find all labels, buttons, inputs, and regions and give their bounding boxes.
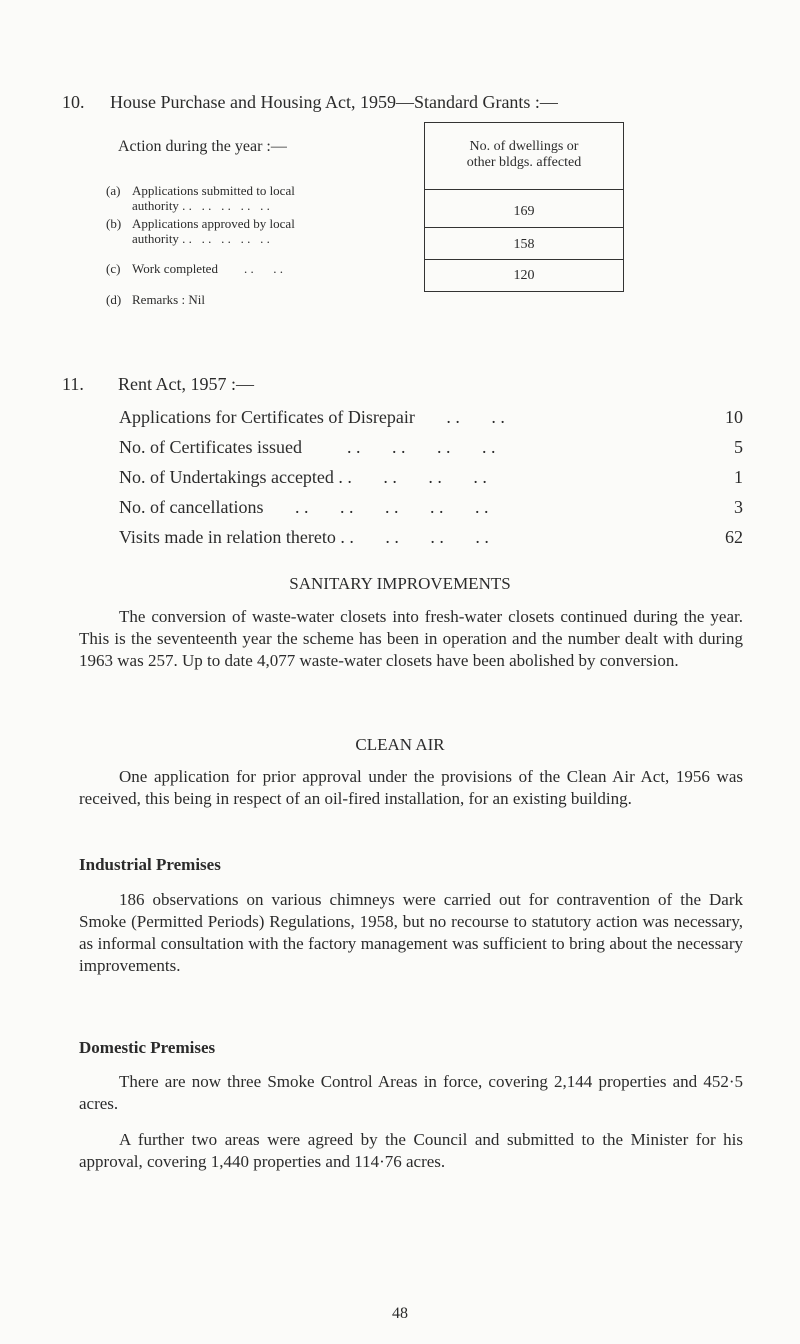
section-11-number: 11. — [62, 374, 84, 394]
item-d-label: (d) — [106, 292, 122, 307]
item-c — [106, 261, 283, 276]
table-rule-1 — [425, 189, 623, 190]
table-value-c: 120 — [513, 268, 535, 283]
item-d — [106, 292, 205, 307]
table-rule-2 — [425, 227, 623, 228]
item-c-text: Work completed . . . . — [132, 261, 283, 276]
rent-row-label: Visits made in relation thereto . . . . . . . . — [119, 527, 489, 547]
section-11-title: Rent Act, 1957 :— — [118, 374, 254, 394]
section-10-title: House Purchase and Housing Act, 1959—Standard Grants :— — [110, 92, 558, 112]
section-11-heading — [62, 374, 254, 395]
item-b-line2: authority . . . . . . . . . . — [132, 231, 270, 246]
section-10-number: 10. — [62, 92, 85, 112]
table-rule-3 — [425, 259, 623, 260]
clean-air-heading: CLEAN AIR — [355, 735, 445, 754]
industrial-heading: Industrial Premises — [79, 855, 221, 874]
table-header-line2: other bldgs. affected — [466, 155, 582, 170]
sanitary-paragraph: The conversion of waste-water closets into fresh-water closets continued during the year. This is the seventeenth year the scheme has been in operation and the number dealt with during 1963 was 257. Up to date 4,077 waste-water closets have been abolished by conversion. — [79, 607, 743, 670]
dwellings-table — [424, 122, 624, 292]
table-header — [425, 139, 623, 171]
industrial-paragraph: 186 observations on various chimneys were carried out for contravention of the Dark Smoke (Permitted Periods) Regulations, 1958, but no recourse to statutory action was necessary, as informal consultation with the factory management was sufficient to bring about the necessary improvements. — [79, 890, 743, 975]
rent-row-value: 10 — [725, 407, 743, 427]
item-a — [106, 183, 295, 213]
item-b — [106, 216, 295, 246]
action-title: Action during the year :— — [118, 138, 287, 155]
section-10-heading — [62, 92, 558, 113]
item-a-label: (a) — [106, 183, 121, 198]
item-b-label: (b) — [106, 216, 122, 231]
rent-row-value: 1 — [734, 467, 743, 487]
table-value-b: 158 — [513, 237, 535, 252]
item-a-line1: Applications submitted to local — [132, 183, 295, 198]
page-number: 48 — [392, 1305, 408, 1322]
rent-row-label: No. of Undertakings accepted . . . . . . . . — [119, 467, 487, 487]
domestic-paragraph-2: A further two areas were agreed by the Council and submitted to the Minister for his approval, covering 1,440 properties and 114·76 acres. — [79, 1130, 743, 1171]
rent-row-label: No. of Certificates issued . . . . . . . . — [119, 437, 496, 457]
domestic-heading: Domestic Premises — [79, 1038, 216, 1057]
item-c-label: (c) — [106, 261, 121, 276]
table-value-a: 169 — [513, 204, 535, 219]
clean-air-paragraph: One application for prior approval under the provisions of the Clean Air Act, 1956 was received, this being in respect of an oil-fired installation, for an existing building. — [79, 767, 743, 808]
table-header-line1: No. of dwellings or — [469, 139, 579, 154]
rent-row-label: Applications for Certificates of Disrepair . . . . — [119, 407, 505, 427]
rent-row-value: 3 — [734, 497, 743, 517]
item-a-line2: authority . . . . . . . . . . — [132, 198, 270, 213]
item-b-line1: Applications approved by local — [132, 216, 295, 231]
item-d-text: Remarks : Nil — [132, 292, 205, 307]
rent-row-label: No. of cancellations . . . . . . . . . . — [119, 497, 489, 517]
rent-row-value: 5 — [734, 437, 743, 457]
sanitary-heading: SANITARY IMPROVEMENTS — [289, 574, 511, 593]
domestic-paragraph-1: There are now three Smoke Control Areas in force, covering 2,144 properties and 452·5 acres. — [79, 1072, 743, 1113]
rent-row-value: 62 — [725, 527, 743, 547]
